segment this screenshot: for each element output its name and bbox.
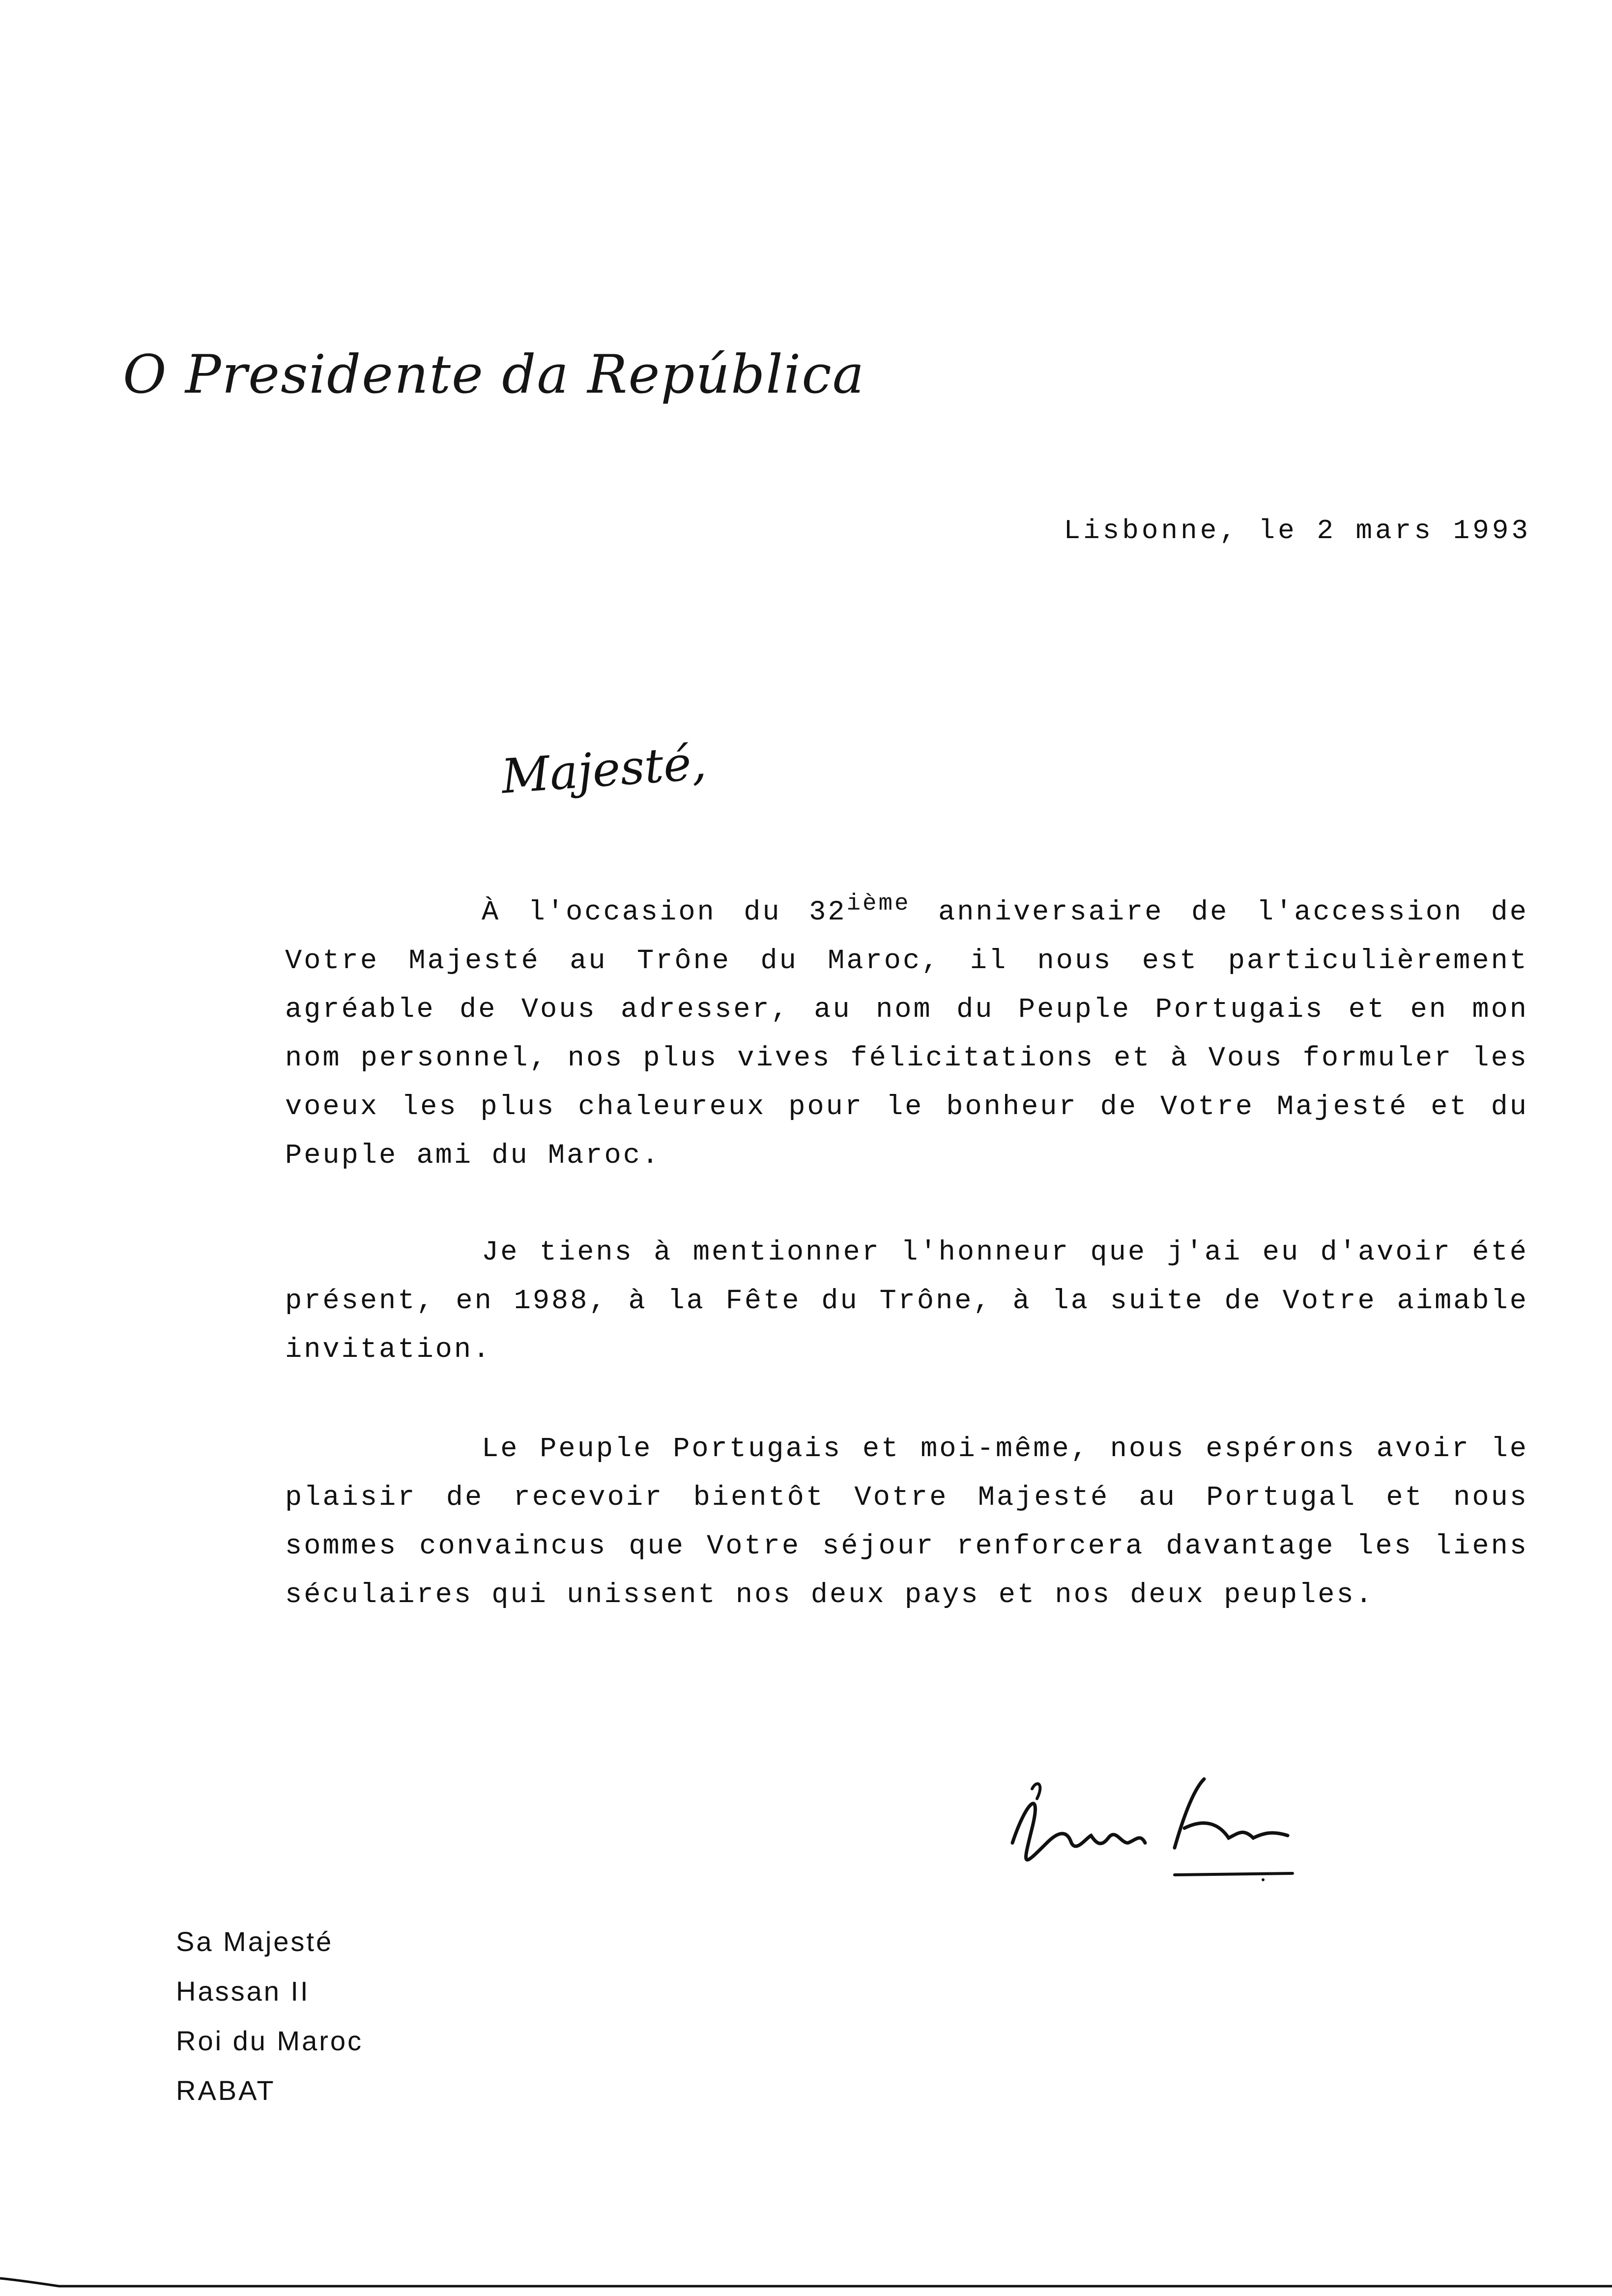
letterhead: O Presidente da República — [123, 344, 865, 405]
paragraph-1 — [285, 880, 1528, 1180]
handwritten-signature — [998, 1769, 1302, 1882]
address-line-2: Hassan II — [176, 1976, 310, 2007]
address-line-1: Sa Majesté — [176, 1926, 334, 1957]
dateline: Lisbonne, le 2 mars 1993 — [1064, 515, 1531, 546]
page-bottom-rule — [0, 2275, 1612, 2290]
paragraph-1-rest: anniversaire de l'accession de Votre Majesté au Trône du Maroc, il nous est particulièrement agréable de Vous adresser, au nom du Peuple Portugais et en mon nom personnel, nos plus vives félicitations et à Vous formuler les voeux les plus chaleureux pour le bonheur de Votre Majesté et du Peuple ami du Maroc. — [285, 897, 1528, 1172]
address-line-3: Roi du Maroc — [176, 2025, 364, 2056]
address-line-4: RABAT — [176, 2075, 276, 2106]
paragraph-1-start: À l'occasion du 32 — [482, 897, 847, 928]
paragraph-2-text: Je tiens à mentionner l'honneur que j'ai eu d'avoir été présent, en 1988, à la Fête du Trône, à la suite de Votre aimable invitation. — [285, 1237, 1528, 1366]
paragraph-3-text: Le Peuple Portugais et moi-même, nous espérons avoir le plaisir de recevoir bientôt Votre Majesté au Portugal et nous sommes convaincus que Votre séjour renforcera davantage les liens séculaires qui unissent nos deux pays et nos deux peuples. — [285, 1434, 1528, 1611]
paragraph-3 — [285, 1425, 1528, 1620]
paragraph-1-superscript: ième — [846, 890, 911, 917]
salutation: Majesté, — [499, 735, 708, 804]
recipient-address — [176, 1917, 363, 2115]
paragraph-2 — [285, 1229, 1528, 1375]
